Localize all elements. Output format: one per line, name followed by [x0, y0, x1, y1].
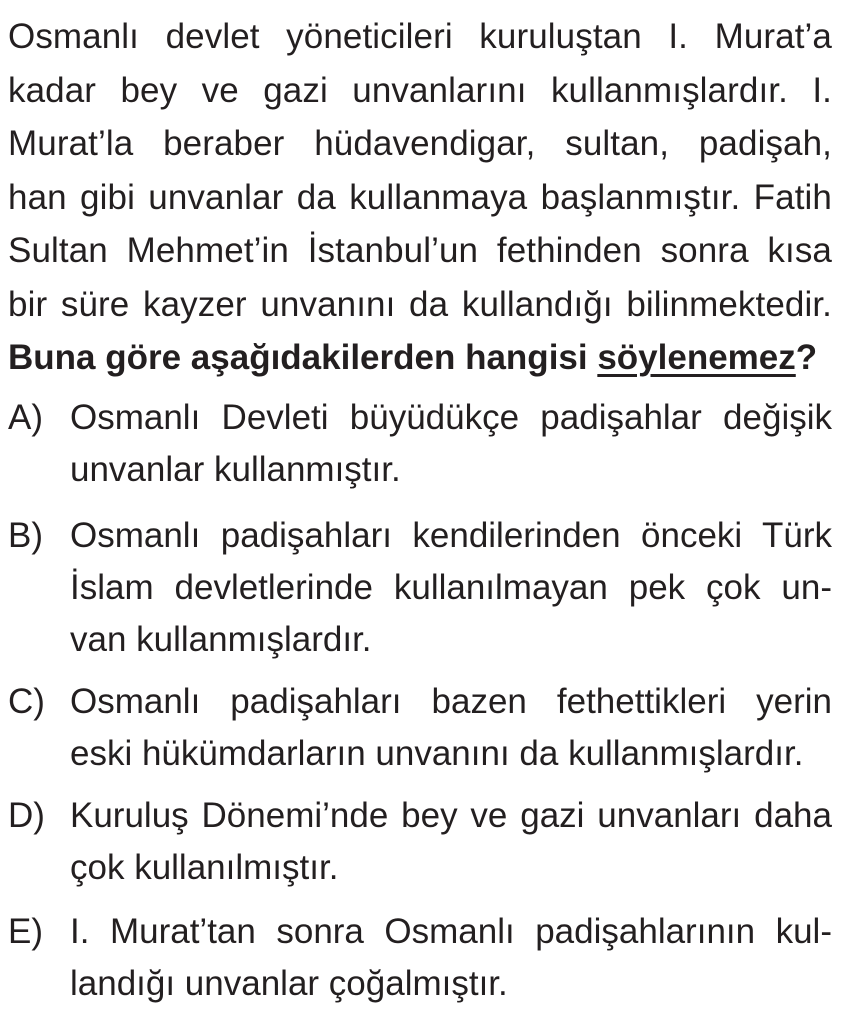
passage-line: Sultan Mehmet’in İstanbul’un fethinden sonra kısa: [8, 231, 832, 270]
option-letter: B): [8, 516, 43, 555]
option-line: van kullanmışlardır.: [70, 620, 372, 659]
option-line: eski hükümdarların unvanını da kullanmışlardır.: [70, 734, 804, 773]
question-passage: [8, 10, 832, 331]
option-text: [70, 392, 832, 496]
passage-line: han gibi unvanlar da kullanmaya başlanmıştır. Fatih: [8, 177, 832, 217]
option-line: çok kullanılmıştır.: [70, 848, 339, 887]
option-line: Osmanlı Devleti büyüdükçe padişahlar değişik: [70, 398, 832, 437]
option-line: Kuruluş Dönemi’nde bey ve gazi unvanları daha: [70, 796, 832, 835]
option-text: [70, 510, 832, 666]
option-text: [70, 906, 832, 1010]
passage-line: kadar bey ve gazi unvanlarını kullanmışlardır. I.: [8, 70, 832, 110]
option-line: Osmanlı padişahları bazen fethettikleri yerin: [70, 682, 832, 721]
option-text: [70, 790, 832, 894]
option-letter: A): [8, 398, 43, 437]
option-line: landığı unvanlar çoğalmıştır.: [70, 964, 508, 1003]
question-negative-word: söylenemez: [597, 338, 796, 377]
question-suffix: ?: [795, 338, 818, 377]
option-line: I. Murat’tan sonra Osmanlı padişahlarının kul-: [70, 912, 832, 951]
option-letter: D): [8, 796, 45, 835]
question-prefix: Buna göre aşağıdakilerden hangisi: [8, 338, 598, 377]
passage-line: Osmanlı devlet yöneticileri kuruluştan I. Murat’a: [8, 17, 832, 56]
option-line: Osmanlı padişahları kendilerinden önceki Türk: [70, 516, 832, 555]
option-text: [70, 676, 832, 780]
passage-line: Murat’la beraber hüdavendigar, sultan, padişah,: [8, 124, 832, 163]
option-letter: E): [8, 912, 43, 951]
option-line: İslam devletlerinde kullanılmayan pek çok un-: [70, 568, 832, 607]
option-letter: C): [8, 682, 45, 721]
option-line: unvanlar kullanmıştır.: [70, 450, 401, 489]
passage-line: bir süre kayzer unvanını da kullandığı bilinmektedir.: [8, 284, 832, 324]
question-stem: [8, 333, 838, 383]
